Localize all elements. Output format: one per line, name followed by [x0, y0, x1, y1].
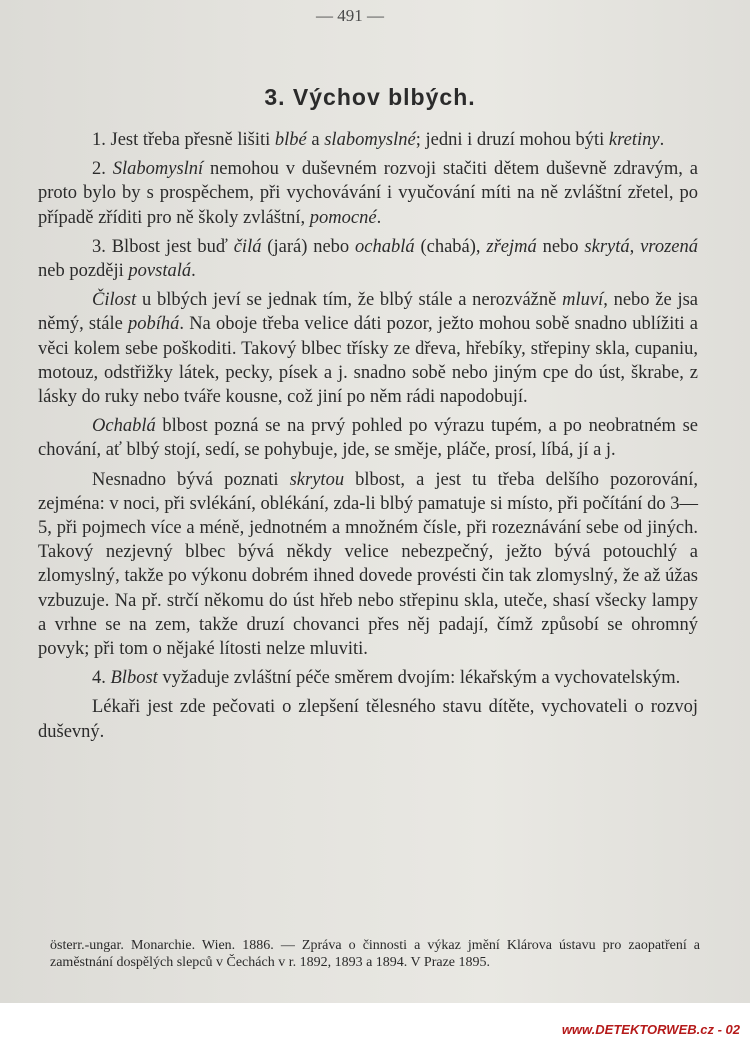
text-run: neb později: [38, 261, 129, 282]
text-run: a: [306, 130, 325, 150]
text-run: . Na oboje třeba velice dáti pozor, ježto mohou sobě snadno ublížiti a věci kolem sebe poškoditi. Takový blbec třísky ze dřeva, hřebíky, střepiny skla, cupaniu, motouz, odstřižky látek, pecky, písek a j. snadno sobě nebo jiným cpe do úst, škrabe, z lásky do ruky nebo tváře kousne, což jiní po něm rádi napodobují.: [38, 314, 698, 408]
paragraph: [38, 157, 698, 230]
italic-term: pomocné: [309, 207, 377, 228]
italic-term: vrozená: [640, 236, 698, 257]
italic-term: slabomyslné: [324, 130, 416, 150]
text-run: .: [376, 207, 382, 228]
paragraph: [38, 666, 698, 690]
text-run: u blbých jeví se jednak tím, že blbý stále a nerozvážně: [136, 290, 563, 311]
text-run: vyžaduje zvláštní péče směrem dvojím: lékařským a vychovatelským.: [157, 668, 681, 689]
italic-term: skrytá: [584, 236, 630, 257]
italic-term: Čilost: [92, 290, 137, 311]
body-text: [38, 128, 698, 749]
italic-term: Blbost: [110, 668, 158, 689]
text-run: Nesnadno bývá poznati: [92, 469, 290, 490]
paragraph: [38, 468, 698, 662]
text-run: .: [659, 130, 665, 150]
text-run: 3. Blbost jest buď: [92, 236, 234, 257]
italic-term: povstalá: [128, 261, 192, 282]
text-run: 2.: [92, 159, 113, 180]
italic-term: Ochablá: [92, 416, 156, 437]
text-run: ,: [629, 236, 641, 257]
text-run: blbost pozná se na prvý pohled po výrazu tupém, a po neobratném se chování, ať blbý stojí, sedí, se pohybuje, jde, se směje, pláče, prosí, líbá, jí a j.: [38, 416, 698, 461]
italic-term: Slabomyslní: [112, 159, 204, 180]
section-heading: 3. Výchov blbých.: [264, 84, 476, 110]
italic-term: kretiny: [608, 130, 660, 150]
footnote: österr.-ungar. Monarchie. Wien. 1886. — Zpráva o činnosti a výkaz jmění Klárova ústavu pro zaopatření a zaměstnání dospělých slepců v Čechách v r. 1892, 1893 a 1894. V Praze 1895.: [50, 938, 700, 970]
italic-term: skrytou: [289, 469, 345, 490]
italic-term: zřejmá: [486, 236, 537, 257]
italic-term: blbé: [274, 130, 307, 150]
italic-term: pobíhá: [128, 314, 180, 335]
text-run: 4.: [92, 668, 111, 689]
paragraph: [38, 414, 698, 462]
text-run: 1. Jest třeba přesně lišiti: [92, 130, 275, 150]
text-run: nebo: [536, 236, 585, 257]
italic-term: čilá: [233, 236, 262, 257]
paragraph: [38, 695, 698, 743]
text-run: (chabá),: [414, 236, 487, 257]
text-run: ; jedni i druzí mohou býti: [415, 130, 609, 150]
italic-term: mluví: [562, 290, 604, 311]
text-run: .: [191, 261, 196, 282]
watermark: www.DETEKTORWEB.cz - 02: [561, 1022, 740, 1037]
text-run: nemohou v duševném rozvoji stačiti dětem duševně zdravým, a proto bylo by s prospěchem, při vychovávání i vyučování míti na ně zvláštní zřetel, po případě zříditi pro ně školy zvláštní,: [38, 159, 698, 228]
italic-term: ochablá: [355, 236, 415, 257]
paragraph: [38, 128, 698, 152]
paragraph: [38, 235, 698, 283]
text-run: Lékaři jest zde pečovati o zlepšení tělesného stavu dítěte, vychovateli o rozvoj duševný.: [38, 697, 698, 742]
paragraph: [38, 288, 698, 409]
text-run: (jará) nebo: [261, 236, 355, 257]
text-run: blbost, a jest tu třeba delšího pozorování, zejména: v noci, při svlékání, oblékání, zda-li blbý pamatuje si místo, při počítání do 3—5, při pojmech více a méně, jednotném a množném čísle, při rozeznávání sebe od jiných. Takový nezjevný blbec bývá někdy velice nebezpečný, ježto bývá potouchlý a zlomyslný, takže po výkonu dobrém ihned dovede provésti čin tak zlomyslný, že až úžas vzbuzuje. Na př. strčí někomu do úst hřeb nebo střepinu skla, uteče, shasí všecky lampy a vrhne se na zem, takže druzí chovanci přes něj padají, čímž způsobí se ohromný povyk; při tom o nějaké lítosti nelze mluviti.: [38, 469, 698, 660]
page-number: — 491 —: [316, 6, 384, 25]
text-run: , nebo že jsa němý, stále: [38, 290, 698, 335]
